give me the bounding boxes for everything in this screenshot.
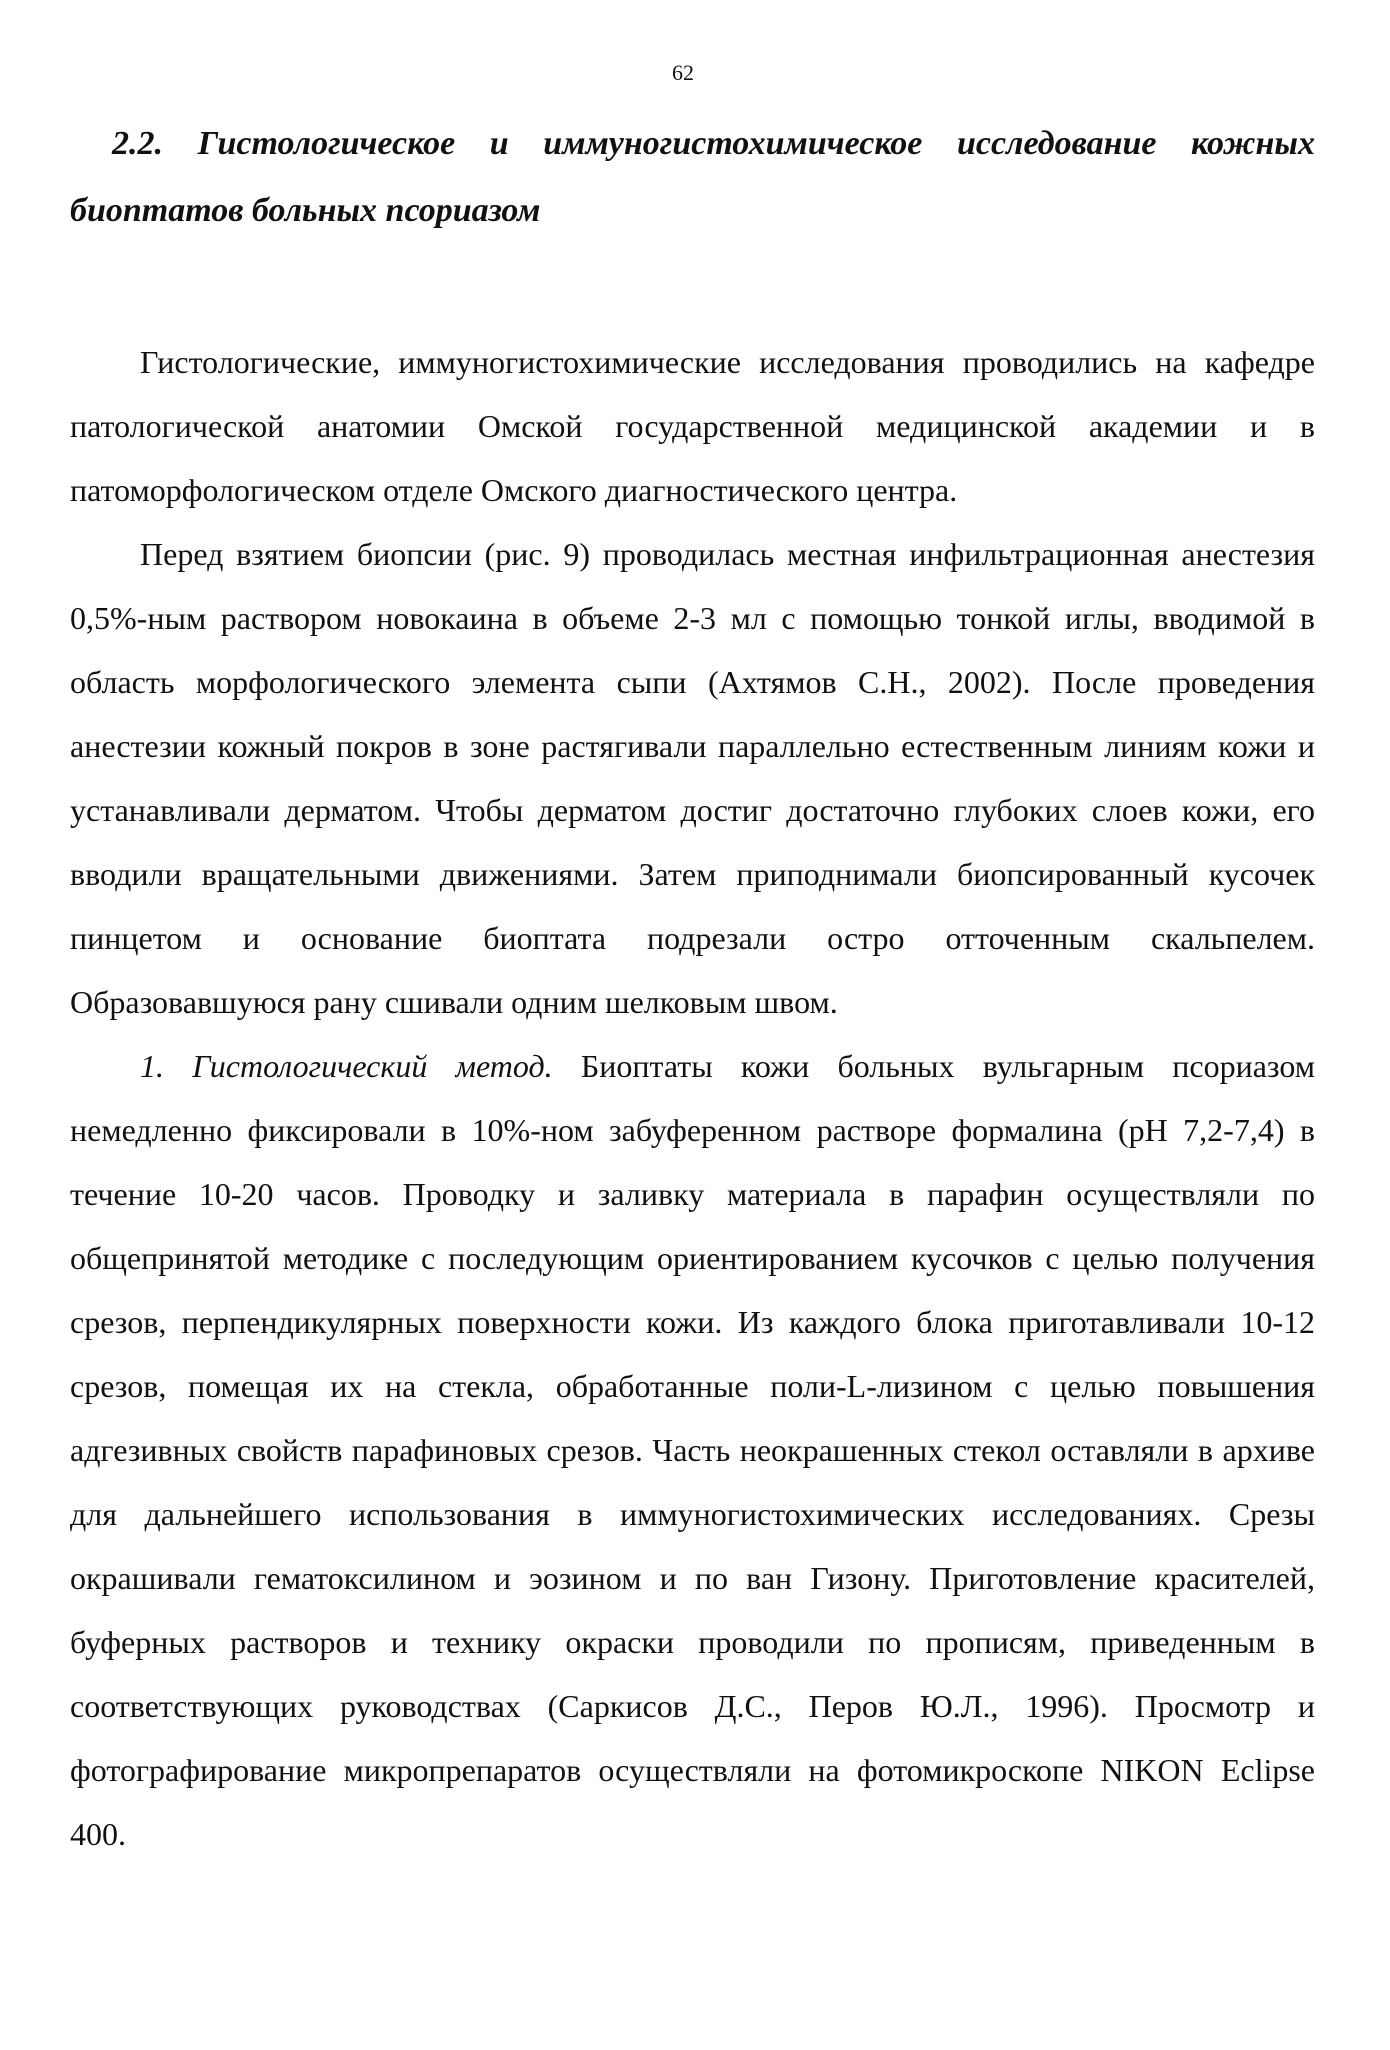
section-heading: 2.2. Гистологическое и иммуногистохимическое исследование кожных биоптатов больных псориазом (70, 125, 1315, 229)
paragraph-intro: Гистологические, иммуногистохимические исследования проводились на кафедре патологической анатомии Омской государственной медицинской академии и в патоморфологическом отделе Омского диагностического центра. (70, 344, 1315, 508)
method-text: Биоптаты кожи больных вульгарным псориазом немедленно фиксировали в 10%-ном забуференном растворе формалина (pH 7,2-7,4) в течение 10-20 часов. Проводку и заливку материала в парафин осуществляли по общепринятой методике с последующим ориентированием кусочков с целью получения срезов, перпендикулярных поверхности кожи. Из каждого блока приготавливали 10-12 срезов, помещая их на стекла, обработанные поли-L-лизином с целью повышения адгезивных свойств парафиновых срезов. Часть неокрашенных стекол оставляли в архиве для дальнейшего использования в иммуногистохимических исследованиях. Срезы окрашивали гематоксилином и эозином и по ван Гизону. Приготовление красителей, буферных растворов и технику окраски проводили по прописям, приведенным в соответствующих руководствах (Саркисов Д.С., Перов Ю.Л., 1996). Просмотр и фотографирование микропрепаратов осуществляли на фотомикроскопе NIKON Eclipse 400. (70, 1048, 1316, 1852)
method-title: 1. Гистологический метод. (140, 1048, 553, 1084)
page-number: 62 (672, 60, 694, 85)
paragraph-biopsy: Перед взятием биопсии (рис. 9) проводилась местная инфильтрационная анестезия 0,5%-ным раствором новокаина в объеме 2-3 мл с помощью тонкой иглы, вводимой в область морфологического элемента сыпи (Ахтямов С.Н., 2002). После проведения анестезии кожный покров в зоне растягивали параллельно естественным линиям кожи и устанавливали дерматом. Чтобы дерматом достиг достаточно глубоких слоев кожи, его вводили вращательными движениями. Затем приподнимали биопсированный кусочек пинцетом и основание биоптата подрезали остро отточенным скальпелем. Образовавшуюся рану сшивали одним шелковым швом. (70, 536, 1315, 1020)
paragraph-histological-method (70, 1034, 1315, 1866)
body-text (70, 330, 1315, 1866)
